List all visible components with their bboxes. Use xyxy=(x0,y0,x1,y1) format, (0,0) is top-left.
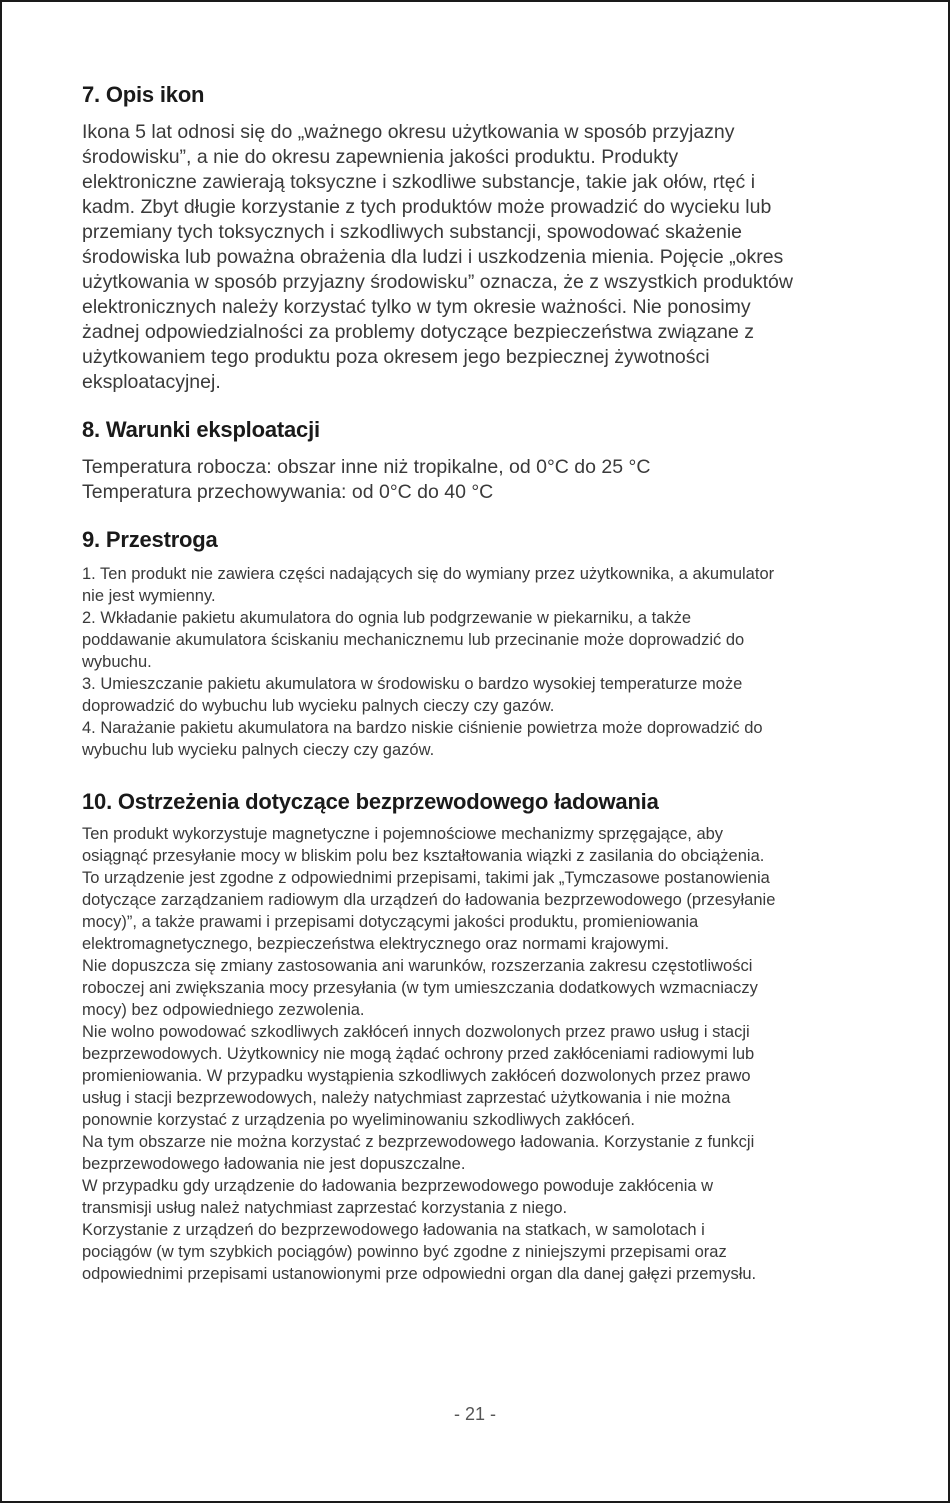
text-line: Ten produkt wykorzystuje magnetyczne i pojemnościowe mechanizmy sprzęgające, aby xyxy=(82,825,724,843)
text-line: żadnej odpowiedzialności za problemy dotyczące bezpieczeństwa związane z xyxy=(82,321,755,343)
text-line: bezprzewodowych. Użytkownicy nie mogą żądać ochrony przed zakłóceniami radiowymi lub xyxy=(82,1045,755,1063)
text-line: 3. Umieszczanie pakietu akumulatora w środowisku o bardzo wysokiej temperaturze może xyxy=(82,675,743,693)
text-line: środowisku”, a nie do okresu zapewnienia jakości produktu. Produkty xyxy=(82,146,679,168)
page-number: - 21 - xyxy=(453,1404,496,1424)
text-line: poddawanie akumulatora ściskaniu mechanicznemu lub przecinanie może doprowadzić do xyxy=(82,631,745,649)
text-line: W przypadku gdy urządzenie do ładowania bezprzewodowego powoduje zakłócenia w xyxy=(82,1177,714,1195)
text-line: wybuchu. xyxy=(82,653,152,671)
text-line: usług i stacji bezprzewodowych, należy natychmiast zaprzestać użytkowania i nie można xyxy=(82,1089,731,1107)
text-line: użytkowania w sposób przyjazny środowisku” oznacza, że z wszystkich produktów xyxy=(82,271,793,293)
text-line: użytkowaniem tego produktu poza okresem jego bezpiecznej żywotności xyxy=(82,346,710,368)
text-line: dotyczące zarządzaniem radiowym dla urządzeń do ładowania bezprzewodowego (przesyłanie xyxy=(82,891,776,909)
text-line: nie jest wymienny. xyxy=(82,587,216,605)
page-content xyxy=(82,82,874,1285)
text-line: osiągnąć przesyłanie mocy w bliskim polu bez kształtowania wiązki z zasilania do obciążenia. xyxy=(82,847,765,865)
text-line: odpowiednimi przepisami ustanowionymi prze odpowiedni organ dla danej gałęzi przemysłu. xyxy=(82,1265,757,1283)
text-line: Korzystanie z urządzeń do bezprzewodowego ładowania na statkach, w samolotach i xyxy=(82,1221,705,1239)
text-line: 4. Narażanie pakietu akumulatora na bardzo niskie ciśnienie powietrza może doprowadzić do xyxy=(82,719,763,737)
text-line: elektroniczne zawierają toksyczne i szkodliwe substancje, takie jak ołów, rtęć i xyxy=(82,171,756,193)
section-9-body xyxy=(82,563,874,761)
text-line: wybuchu lub wycieku palnych cieczy czy gazów. xyxy=(82,741,435,759)
text-line: 2. Wkładanie pakietu akumulatora do ognia lub podgrzewanie w piekarniku, a także xyxy=(82,609,692,627)
section-7-body xyxy=(82,120,874,395)
section-7-heading: 7. Opis ikon xyxy=(82,82,205,107)
text-line: doprowadzić do wybuchu lub wycieku palnych cieczy czy gazów. xyxy=(82,697,555,715)
text-line: przemiany tych toksycznych i szkodliwych substancji, spowodować skażenie xyxy=(82,221,743,243)
text-line: To urządzenie jest zgodne z odpowiednimi przepisami, takimi jak „Tymczasowe postanowienia xyxy=(82,869,770,887)
section-10-body xyxy=(82,823,874,1285)
section-8-body xyxy=(82,455,874,505)
section-9-heading: 9. Przestroga xyxy=(82,527,218,552)
text-line: Temperatura przechowywania: od 0°C do 40 °C xyxy=(82,481,494,503)
text-line: elektronicznych należy korzystać tylko w tym okresie ważności. Nie ponosimy xyxy=(82,296,751,318)
text-line: ponownie korzystać z urządzenia po wyeliminowaniu szkodliwych zakłóceń. xyxy=(82,1111,636,1129)
text-line: roboczej ani zwiększania mocy przesyłania (w tym umieszczania dodatkowych wzmacniaczy xyxy=(82,979,758,997)
text-line: Ikona 5 lat odnosi się do „ważnego okresu użytkowania w sposób przyjazny xyxy=(82,121,735,143)
text-line: Temperatura robocza: obszar inne niż tropikalne, od 0°C do 25 °C xyxy=(82,456,651,478)
text-line: 1. Ten produkt nie zawiera części nadających się do wymiany przez użytkownika, a akumulator xyxy=(82,565,775,583)
section-8-heading: 8. Warunki eksploatacji xyxy=(82,417,320,442)
text-line: promieniowania. W przypadku wystąpienia szkodliwych zakłóceń dozwolonych przez prawo xyxy=(82,1067,751,1085)
text-line: mocy)”, a także prawami i przepisami dotyczącymi jakości produktu, promieniowania xyxy=(82,913,699,931)
text-line: Nie dopuszcza się zmiany zastosowania ani warunków, rozszerzania zakresu częstotliwości xyxy=(82,957,753,975)
text-line: mocy) bez odpowiedniego zezwolenia. xyxy=(82,1001,365,1019)
text-line: eksploatacyjnej. xyxy=(82,371,221,393)
text-line: elektromagnetycznego, bezpieczeństwa elektrycznego oraz normami krajowymi. xyxy=(82,935,669,953)
text-line: transmisji usług należ natychmiast zaprzestać korzystania z niego. xyxy=(82,1199,568,1217)
section-10-heading: 10. Ostrzeżenia dotyczące bezprzewodowego ładowania xyxy=(82,789,659,814)
text-line: kadm. Zbyt długie korzystanie z tych produktów może prowadzić do wycieku lub xyxy=(82,196,772,218)
text-line: Na tym obszarze nie można korzystać z bezprzewodowego ładowania. Korzystanie z funkcji xyxy=(82,1133,755,1151)
text-line: bezprzewodowego ładowania nie jest dopuszczalne. xyxy=(82,1155,466,1173)
text-line: pociągów (w tym szybkich pociągów) powinno być zgodne z niniejszymi przepisami oraz xyxy=(82,1243,727,1261)
text-line: Nie wolno powodować szkodliwych zakłóceń innych dozwolonych przez prawo usług i stacji xyxy=(82,1023,750,1041)
text-line: środowiska lub poważna obrażenia dla ludzi i uszkodzenia mienia. Pojęcie „okres xyxy=(82,246,784,268)
